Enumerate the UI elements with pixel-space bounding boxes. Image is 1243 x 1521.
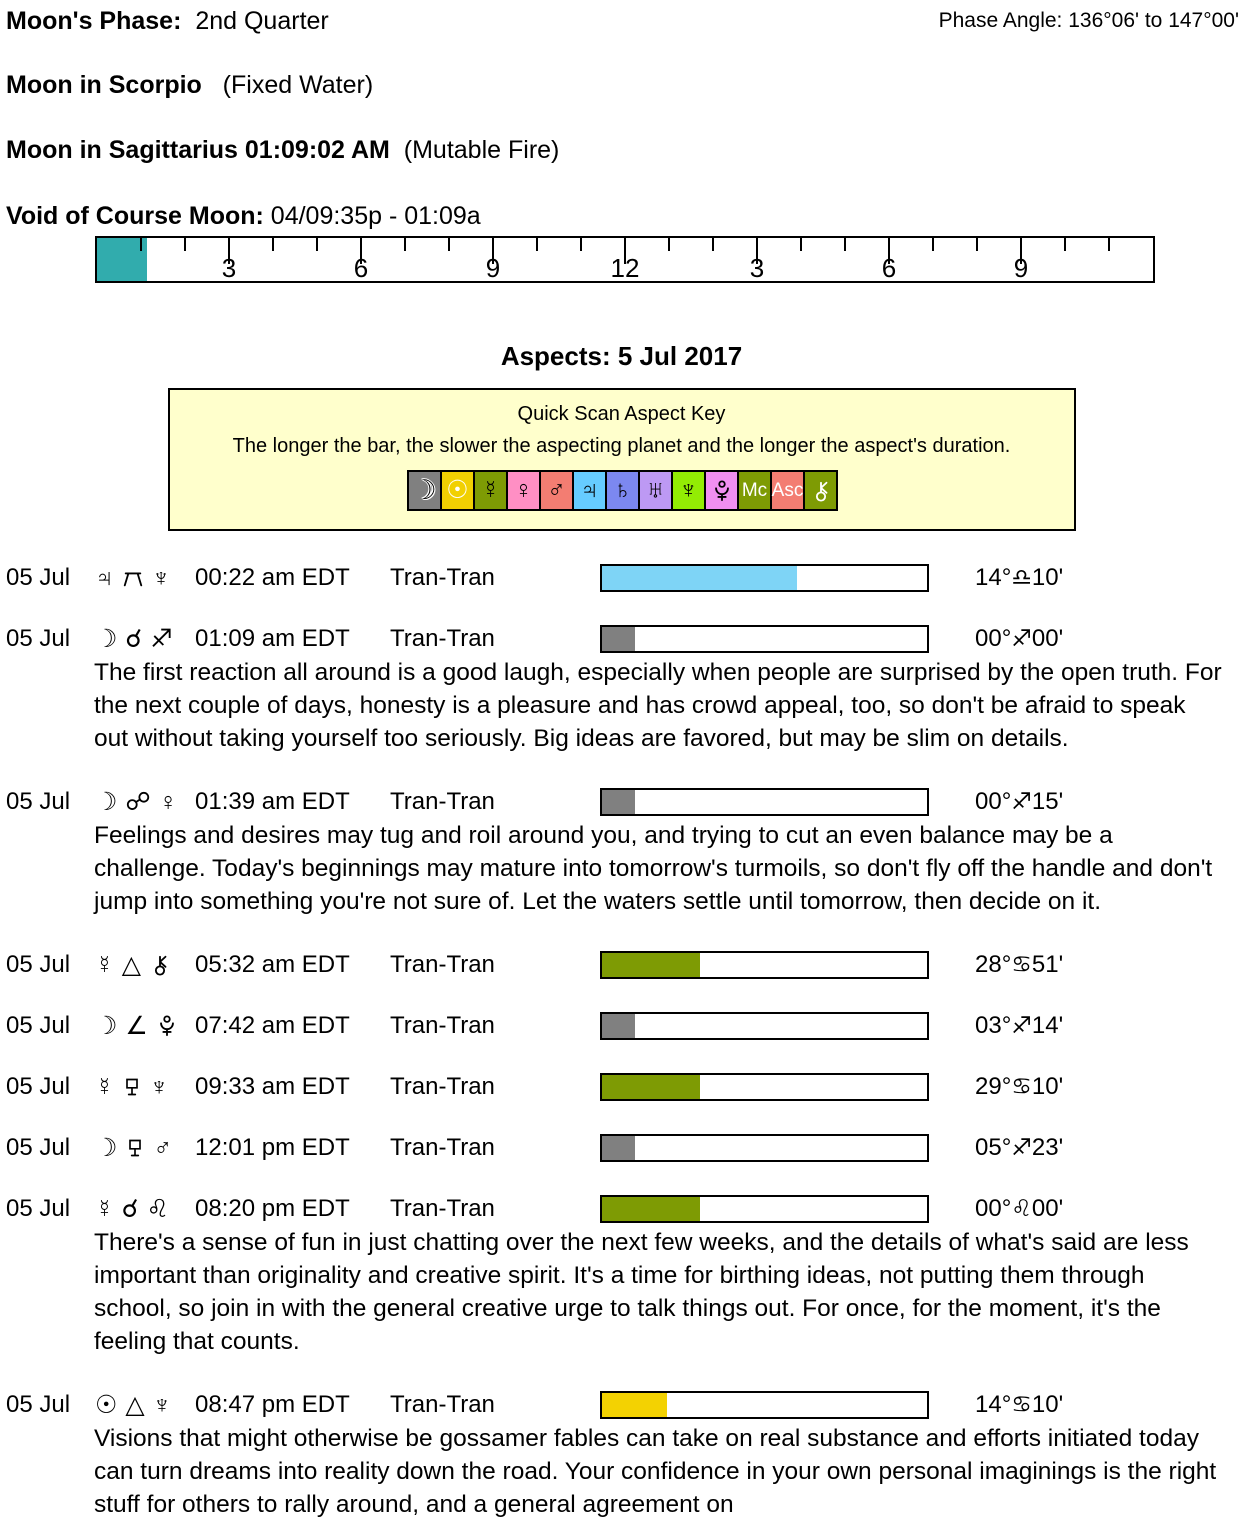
- hour-label: 3: [749, 253, 765, 283]
- aspect-date: 05 Jul: [6, 1391, 71, 1418]
- position-degrees: 03°: [975, 1012, 1012, 1039]
- moon-phase-value: 2nd Quarter: [195, 7, 329, 35]
- conjunction-icon: ☌: [125, 625, 143, 653]
- spacer: [0, 36, 1243, 71]
- venus-icon: ♀: [158, 787, 178, 816]
- hour-label: 3: [221, 253, 237, 283]
- position-degrees: 29°: [975, 1073, 1012, 1100]
- aspect-date: 05 Jul: [6, 1073, 71, 1100]
- moon-sign-label: Moon in Scorpio: [6, 71, 202, 99]
- aspect-date: 05 Jul: [6, 951, 71, 978]
- moon-phase-line: [6, 0, 1243, 36]
- hour-tick: [932, 238, 934, 251]
- hour-tick: [448, 238, 450, 251]
- key-square-sun: [440, 470, 475, 511]
- aspect-type: Tran-Tran: [390, 625, 495, 652]
- hour-tick: [272, 238, 274, 251]
- key-square-mars: [539, 470, 574, 511]
- aspect-date: 05 Jul: [6, 788, 71, 815]
- key-square-pluto: [704, 470, 739, 511]
- mars-icon: ♂: [547, 476, 566, 504]
- aspect-duration-fill: [602, 566, 797, 590]
- semisquare-icon: ∠: [125, 1012, 148, 1040]
- aspect-duration-bar: [600, 1195, 929, 1223]
- aspect-row: [0, 788, 1243, 816]
- position-minutes: 51': [1031, 951, 1064, 978]
- sagittarius-icon: ♐: [150, 625, 173, 653]
- voc-value: 04/09:35p - 01:09a: [270, 202, 481, 230]
- aspect-time: 12:01 pm EDT: [195, 1134, 350, 1161]
- hour-label: 6: [353, 253, 369, 283]
- aspect-duration-bar: [600, 951, 929, 979]
- hour-label: 9: [485, 253, 501, 283]
- spacer: [0, 100, 1243, 136]
- mercury-icon: ☿: [95, 1194, 114, 1223]
- leo-icon: ♌: [1011, 1195, 1032, 1221]
- aspect-time: 08:20 pm EDT: [195, 1195, 350, 1222]
- cancer-icon: ♋: [1011, 951, 1032, 977]
- aspect-duration-bar: [600, 564, 929, 592]
- hour-label: 12: [610, 253, 640, 283]
- hour-tick: [184, 238, 186, 251]
- key-square-uranus: [638, 470, 673, 511]
- neptune-icon: ♆: [149, 1072, 169, 1101]
- cancer-icon: ♋: [1011, 1391, 1032, 1417]
- aspect-type: Tran-Tran: [390, 951, 495, 978]
- void-of-course-line: [6, 202, 1243, 231]
- aspect-symbols: [95, 950, 195, 980]
- moon-ingress-note: (Mutable Fire): [403, 136, 560, 164]
- position-degrees: 14°: [975, 564, 1012, 591]
- hour-tick: [140, 238, 142, 251]
- aspect-position: [975, 1391, 1063, 1419]
- aspect-row: [0, 1195, 1243, 1223]
- aspect-type: Tran-Tran: [390, 1134, 495, 1161]
- position-minutes: 00': [1031, 1195, 1064, 1222]
- position-degrees: 00°: [975, 1195, 1012, 1222]
- aspect-duration-bar: [600, 1012, 929, 1040]
- hour-label: 6: [881, 253, 897, 283]
- moon-icon: ☽: [412, 475, 437, 505]
- aspect-date: 05 Jul: [6, 1012, 71, 1039]
- moon-icon: ☽: [95, 1012, 118, 1040]
- quick-scan-aspect-key: [168, 388, 1076, 531]
- key-square-asc: [770, 470, 805, 511]
- sagittarius-icon: ♐: [1011, 1012, 1032, 1038]
- mercury-icon: ☿: [95, 950, 114, 979]
- moon-sign-note: (Fixed Water): [222, 71, 374, 99]
- quincunx-icon: [122, 566, 144, 590]
- sagittarius-icon: ♐: [1011, 625, 1032, 651]
- aspect-symbols: [95, 564, 195, 593]
- aspect-symbols: [95, 1390, 195, 1420]
- aspect-date: 05 Jul: [6, 564, 71, 591]
- hour-tick: [976, 238, 978, 251]
- aspect-duration-fill: [602, 790, 635, 814]
- position-degrees: 00°: [975, 625, 1012, 652]
- aspect-type: Tran-Tran: [390, 1391, 495, 1418]
- aspect-duration-bar: [600, 625, 929, 653]
- aspect-duration-fill: [602, 1197, 700, 1221]
- mc-label: Mc: [741, 480, 768, 501]
- position-degrees: 14°: [975, 1391, 1012, 1418]
- aspect-position: [975, 625, 1063, 653]
- hour-tick: [1108, 238, 1110, 251]
- hour-label: 9: [1013, 253, 1029, 283]
- venus-icon: ♀: [514, 476, 533, 504]
- position-minutes: 00': [1031, 625, 1064, 652]
- aspect-position: [975, 1073, 1063, 1101]
- sagittarius-icon: ♐: [1011, 1134, 1032, 1160]
- moon-ingress-label: Moon in Sagittarius 01:09:02 AM: [6, 136, 390, 164]
- sesquiquadrate-icon: [125, 1136, 145, 1160]
- aspect-position: [975, 788, 1063, 816]
- key-square-mc: [737, 470, 772, 511]
- moon-ingress-line: [6, 136, 1243, 165]
- position-degrees: 00°: [975, 788, 1012, 815]
- voc-label: Void of Course Moon:: [6, 202, 264, 230]
- aspect-duration-fill: [602, 627, 635, 651]
- position-minutes: 14': [1031, 1012, 1064, 1039]
- hour-tick: [712, 238, 714, 251]
- moon-icon: ☽: [95, 625, 118, 653]
- uranus-icon: ♅: [646, 476, 665, 504]
- aspect-duration-fill: [602, 1014, 635, 1038]
- hour-tick: [1064, 238, 1066, 251]
- aspect-symbols: [95, 1011, 195, 1041]
- aspect-duration-fill: [602, 953, 700, 977]
- position-minutes: 10': [1031, 1073, 1064, 1100]
- aspect-time: 05:32 am EDT: [195, 951, 350, 978]
- hour-tick: [404, 238, 406, 251]
- aspect-symbols: [95, 1073, 195, 1102]
- aspect-time: 08:47 pm EDT: [195, 1391, 350, 1418]
- aspect-row: [0, 1391, 1243, 1419]
- hour-tick: [800, 238, 802, 251]
- aspect-symbols: [95, 624, 195, 654]
- sesquiquadrate-icon: [122, 1075, 142, 1099]
- aspect-time: 09:33 am EDT: [195, 1073, 350, 1100]
- chiron-icon: [149, 953, 171, 977]
- aspect-position: [975, 1134, 1063, 1162]
- aspect-interpretation: The first reaction all around is a good laugh, especially when people are surprised by the open truth. For the next couple of days, honesty is a pleasure and has crowd appeal, too, so don't be afraid to speak out without taking yourself too seriously. Big ideas are favored, but may be slim on details.: [94, 659, 1222, 752]
- aspect-interpretation: Visions that might otherwise be gossamer fables can take on real substance and efforts initiated today can turn dreams into reality down the road. Your confidence in your own personal imaginings is the right stuff for others to rally around, and a general agreement on: [94, 1425, 1217, 1518]
- libra-icon: ♎: [1011, 564, 1032, 590]
- key-square-moon: [407, 470, 442, 511]
- aspect-date: 05 Jul: [6, 1195, 71, 1222]
- position-degrees: 28°: [975, 951, 1012, 978]
- moon-icon: ☽: [95, 788, 118, 816]
- moon-sign-line: [6, 71, 1243, 100]
- hour-tick: [844, 238, 846, 251]
- aspect-key-title: Quick Scan Aspect Key: [517, 403, 726, 425]
- position-minutes: 15': [1031, 788, 1064, 815]
- aspect-row: [0, 1012, 1243, 1040]
- neptune-icon: ♆: [152, 1390, 172, 1419]
- aspect-time: 00:22 am EDT: [195, 564, 350, 591]
- void-of-course-timeline: [95, 236, 1155, 283]
- aspects-title: Aspects: 5 Jul 2017: [500, 341, 743, 371]
- aspect-duration-bar: [600, 1391, 929, 1419]
- aspect-position: [975, 1195, 1063, 1223]
- aspect-duration-fill: [602, 1136, 635, 1160]
- moon-icon: ☽: [95, 1134, 118, 1162]
- position-minutes: 10': [1031, 564, 1064, 591]
- aspect-row: [0, 951, 1243, 979]
- hour-tick: [668, 238, 670, 251]
- aspect-date: 05 Jul: [6, 625, 71, 652]
- mercury-icon: ☿: [95, 1072, 114, 1101]
- aspect-row: [0, 1134, 1243, 1162]
- pluto-icon: [156, 1014, 178, 1038]
- aspect-symbols: [95, 787, 195, 817]
- aspect-type: Tran-Tran: [390, 1073, 495, 1100]
- neptune-icon: ♆: [679, 476, 698, 504]
- conjunction-icon: ☌: [121, 1195, 139, 1223]
- aspect-time: 01:09 am EDT: [195, 625, 350, 652]
- key-square-neptune: [671, 470, 706, 511]
- opposition-icon: ☍: [125, 788, 151, 816]
- asc-label: Asc: [771, 480, 804, 501]
- aspect-type: Tran-Tran: [390, 1012, 495, 1039]
- position-minutes: 23': [1031, 1134, 1064, 1161]
- key-square-jupiter: [572, 470, 607, 511]
- aspect-list: [0, 564, 1243, 1521]
- spacer: [0, 165, 1243, 202]
- aspect-row: [0, 564, 1243, 592]
- jupiter-icon: ♃: [95, 563, 114, 592]
- phase-angle: Phase Angle: 136°06' to 147°00': [938, 9, 1239, 32]
- aspect-duration-fill: [602, 1075, 700, 1099]
- position-minutes: 10': [1031, 1391, 1064, 1418]
- aspect-key-subtitle: The longer the bar, the slower the aspecting planet and the longer the aspect's duration.: [232, 435, 1011, 457]
- trine-icon: △: [121, 951, 141, 979]
- aspect-time: 01:39 am EDT: [195, 788, 350, 815]
- position-degrees: 05°: [975, 1134, 1012, 1161]
- mercury-icon: ☿: [481, 476, 500, 504]
- hour-tick: [316, 238, 318, 251]
- cancer-icon: ♋: [1011, 1073, 1032, 1099]
- trine-icon: △: [125, 1391, 145, 1419]
- hour-tick: [536, 238, 538, 251]
- key-square-venus: [506, 470, 541, 511]
- aspect-position: [975, 951, 1063, 979]
- aspect-position: [975, 564, 1063, 592]
- aspect-type: Tran-Tran: [390, 788, 495, 815]
- leo-icon: ♌: [146, 1195, 169, 1223]
- aspect-symbols: [95, 1194, 195, 1224]
- aspect-duration-bar: [600, 1134, 929, 1162]
- aspect-duration-bar: [600, 788, 929, 816]
- moon-phase-label: Moon's Phase:: [6, 7, 182, 35]
- key-square-saturn: [605, 470, 640, 511]
- planet-key-row: [180, 470, 1064, 511]
- aspect-duration-bar: [600, 1073, 929, 1101]
- mars-icon: ♂: [153, 1133, 173, 1162]
- aspect-interpretation: There's a sense of fun in just chatting over the next few weeks, and the details of what's said are less important than originality and creative spirit. It's a time for birthing ideas, not putting them through school, so join in with the general creative urge to talk things out. For once, for the moment, it's the feeling that counts.: [94, 1229, 1189, 1355]
- hour-tick: [580, 238, 582, 251]
- aspect-duration-fill: [602, 1393, 667, 1417]
- jupiter-icon: ♃: [580, 476, 599, 504]
- sun-icon: ☉: [446, 476, 469, 504]
- key-square-mercury: [473, 470, 508, 511]
- saturn-icon: ♄: [613, 476, 632, 504]
- aspect-type: Tran-Tran: [390, 1195, 495, 1222]
- aspect-date: 05 Jul: [6, 1134, 71, 1161]
- aspect-row: [0, 625, 1243, 653]
- aspect-row: [0, 1073, 1243, 1101]
- pluto-icon: [711, 479, 733, 503]
- sagittarius-icon: ♐: [1011, 788, 1032, 814]
- key-square-chiron: [803, 470, 838, 511]
- aspect-position: [975, 1012, 1063, 1040]
- aspect-type: Tran-Tran: [390, 564, 495, 591]
- chiron-icon: [810, 479, 832, 503]
- aspect-symbols: [95, 1133, 195, 1163]
- sun-icon: ☉: [95, 1391, 118, 1419]
- aspect-time: 07:42 am EDT: [195, 1012, 350, 1039]
- aspect-interpretation: Feelings and desires may tug and roil around you, and trying to cut an even balance may be a challenge. Today's beginnings may mature into tomorrow's turmoils, so don't fly off the handle and don't jump into something you're not sure of. Let the waters settle until tomorrow, then decide on it.: [94, 822, 1213, 915]
- neptune-icon: ♆: [151, 563, 171, 592]
